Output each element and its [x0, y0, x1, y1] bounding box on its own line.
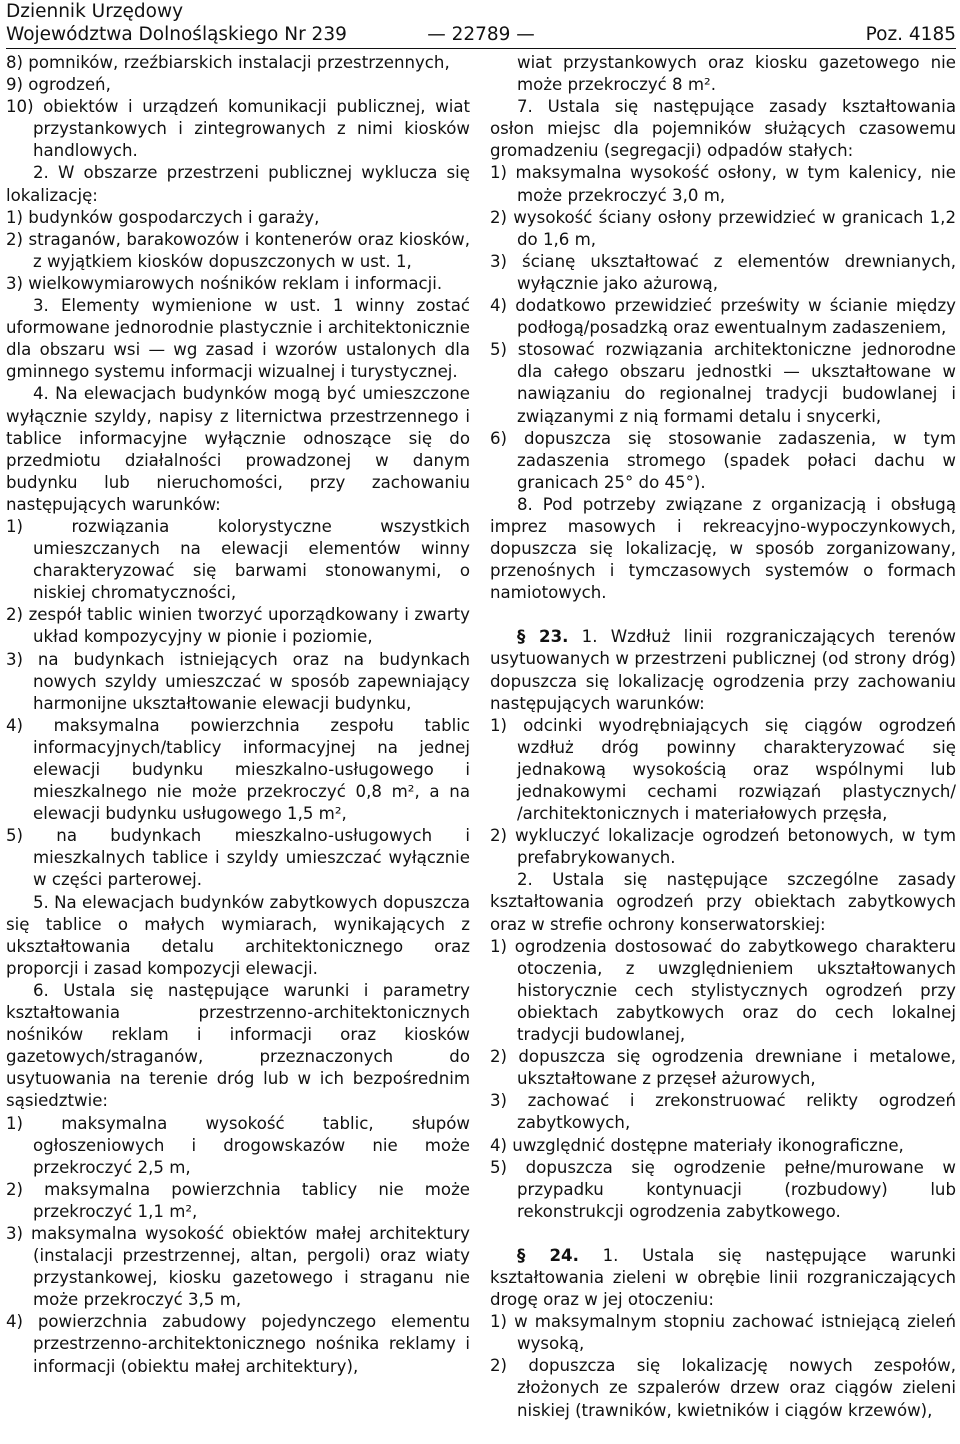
header-rule [6, 48, 956, 49]
list-item: 2) dopuszcza się lokalizację nowych zespołów, złożonych ze szpalerów drzew oraz ciągów zieleni niskiej (trawników, kwietników i ciągów krzewów), [490, 1356, 956, 1420]
list-item: 1) maksymalna wysokość tablic, słupów ogłoszeniowych i drogowskazów nie może przekroczyć 2,5 m, [6, 1113, 470, 1177]
list-item: 4) maksymalna powierzchnia zespołu tablic informacyjnych/tablicy informacyjnej na jednej elewacji budynku mieszkalno-usługowego i mieszkalnego nie może przekroczyć 0,8 m², a na elewacji budynku usługowego 1,5 m², [6, 715, 470, 824]
list-item: 6) dopuszcza się stosowanie zadaszenia, w tym zadaszenia stromego (spadek połaci dachu w granicach 25° do 45°). [490, 428, 956, 492]
paragraph-symbol: § 23. [517, 627, 569, 647]
list-item: 2) maksymalna powierzchnia tablicy nie może przekroczyć 1,1 m², [6, 1179, 470, 1221]
paragraph: 6. Ustala się następujące warunki i parametry kształtowania przestrzenno-architektonicznych nośników reklam i informacji oraz kiosków gazetowych/straganów, przeznaczonych do usytuowania na terenie dróg lub w ich bezpośrednim sąsiedztwie: [6, 980, 470, 1111]
paragraph-text: 1. Wzdłuż linii rozgraniczających terenów usytuowanych w przestrzeni publicznej (od strony dróg) dopuszcza się lokalizację ogrodzenia przy zachowaniu następujących warunków: [490, 627, 956, 713]
list-item: 1) maksymalna wysokość osłony, w tym kalenicy, nie może przekroczyć 3,0 m, [490, 163, 956, 205]
list-item: 1) ogrodzenia dostosować do zabytkowego charakteru otoczenia, z uwzględnieniem ukształtowanych historycznie cech stylistycznych ogrodzeń przy obiektach zabytkowych oraz do cech lokalnej tradycji budowlanej, [490, 936, 956, 1045]
list-item: 1) odcinki wyodrębniających się ciągów ogrodzeń wzdłuż dróg powinny charakteryzować się jednakową wysokością oraz wspólnymi lub jednakowymi cechami rozwiązań plastycznych/ /architektonicznych i materiałowych przęsła, [490, 715, 956, 824]
list-item: 3) na budynkach istniejących oraz na budynkach nowych szyldy umieszczać w sposób zapewniający harmonijne ukształtowanie elewacji budynku, [6, 649, 470, 713]
list-item: 5) stosować rozwiązania architektoniczne jednorodne dla całego obszaru jednostki — ukształtowane w nawiązaniu do regionalnej tradycji budowlanej i związanymi z nią formami detalu i snycerki, [490, 340, 956, 426]
list-item: 2) dopuszcza się ogrodzenia drewniane i metalowe, ukształtowane z przęseł ażurowych, [490, 1047, 956, 1089]
list-item: 4) uwzględnić dostępne materiały ikonograficzne, [490, 1135, 904, 1155]
page-number: — 22789 — [427, 24, 535, 45]
list-item: 4) dodatkowo przewidzieć prześwity w ścianie między podłogą/posadzką oraz ewentualnym zadaszeniem, [490, 296, 956, 338]
left-column [6, 52, 470, 1378]
paragraph: 5. Na elewacjach budynków zabytkowych dopuszcza się tablice o małych wymiarach, wynikających z ukształtowania detalu architektonicznego oraz proporcji i zasad kompozycji elewacji. [6, 892, 470, 978]
list-item: 3) wielkowymiarowych nośników reklam i informacji. [6, 273, 443, 293]
list-item: 2) wysokość ściany osłony przewidzieć w granicach 1,2 do 1,6 m, [490, 207, 956, 249]
list-item: 5) dopuszcza się ogrodzenie pełne/murowane w przypadku kontynuacji (rozbudowy) lub rekonstrukcji ogrodzenia zabytkowego. [490, 1157, 956, 1221]
page-header [6, 0, 956, 46]
list-item: 3) maksymalna wysokość obiektów małej architektury (instalacji przestrzennej, altan, pergoli) oraz wiaty przystankowej, kiosku gazetowego i straganu nie może przekroczyć 3,5 m, [6, 1223, 470, 1310]
paragraph-section [490, 626, 956, 714]
journal-title: Dziennik Urzędowy [6, 1, 184, 22]
list-item: 3) zachować i zrekonstruować relikty ogrodzeń zabytkowych, [490, 1091, 956, 1133]
right-column [490, 52, 956, 1422]
paragraph-symbol: § 24. [517, 1245, 579, 1265]
paragraph-section [490, 1245, 956, 1311]
list-item: 9) ogrodzeń, [6, 75, 111, 95]
list-item: 2) zespół tablic winien tworzyć uporządkowany i zwarty układ kompozycyjny w pionie i poziomie, [6, 605, 470, 647]
list-item: 2) straganów, barakowozów i kontenerów oraz kiosków, z wyjątkiem kiosków dopuszczonych w ust. 1, [6, 229, 470, 271]
paragraph: 2. W obszarze przestrzeni publicznej wyklucza się lokalizację: [6, 163, 470, 205]
paragraph: wiat przystankowych oraz kiosku gazetowego nie może przekroczyć 8 m². [517, 53, 956, 95]
paragraph: 3. Elementy wymienione w ust. 1 winny zostać uformowane jednorodnie plastycznie i architektonicznie dla obszaru wsi — wg zasad i wzorów ustalonych dla gminnego systemu informacji wizualnej i turystycznej. [6, 296, 470, 382]
paragraph-text: 1. Ustala się następujące warunki kształtowania zieleni w obrębie linii rozgraniczających drogę oraz w jej otoczeniu: [490, 1245, 956, 1310]
list-item: 8) pomników, rzeźbiarskich instalacji przestrzennych, [6, 53, 450, 72]
paragraph: 2. Ustala się następujące szczególne zasady kształtowania ogrodzeń przy obiektach zabytkowych oraz w strefie ochrony konserwatorskiej: [490, 870, 956, 934]
list-item: 2) wykluczyć lokalizacje ogrodzeń betonowych, w tym prefabrykowanych. [490, 826, 956, 868]
list-item: 3) ścianę ukształtować z elementów drewnianych, wyłącznie jako ażurową, [490, 251, 956, 293]
list-item: 10) obiektów i urządzeń komunikacji publicznej, wiat przystankowych i zintegrowanych z nimi kiosków handlowych. [6, 97, 470, 161]
paragraph: 7. Ustala się następujące zasady kształtowania osłon miejsc dla pojemników służących czasowemu gromadzeniu (segregacji) odpadów stałych: [490, 97, 956, 161]
list-item: 4) powierzchnia zabudowy pojedynczego elementu przestrzenno-architektonicznego nośnika reklamy i informacji (obiektu małej architektury), [6, 1312, 470, 1376]
paragraph: 4. Na elewacjach budynków mogą być umieszczone wyłącznie szyldy, napisy z liternictwa przestrzennego i tablice informacyjne wyłącznie odnoszące się do przedmiotu działalności prowadzonej w danym budynku lub nieruchomości, przy zachowaniu następujących warunków: [6, 384, 470, 514]
paragraph: 8. Pod potrzeby związane z organizacją i obsługą imprez masowych i rekreacyjno-wypoczynkowych, dopuszcza się lokalizację, w sposób zorganizowany, przenośnych i tymczasowych systemów o formach namiotowych. [490, 494, 956, 603]
list-item: 5) na budynkach mieszkalno-usługowych i mieszkalnych tablice i szyldy umieszczać wyłącznie w części parterowej. [6, 826, 470, 890]
journal-subtitle: Województwa Dolnośląskiego Nr 239 [6, 24, 347, 45]
list-item: 1) rozwiązania kolorystyczne wszystkich umieszczanych na elewacji elementów winny charakteryzować się barwami stonowanymi, o niskiej chromatyczności, [6, 516, 470, 603]
list-item: 1) budynków gospodarczych i garaży, [6, 207, 320, 227]
position-number: Poz. 4185 [865, 24, 956, 45]
list-item: 1) w maksymalnym stopniu zachować istniejącą zieleń wysoką, [490, 1312, 956, 1354]
